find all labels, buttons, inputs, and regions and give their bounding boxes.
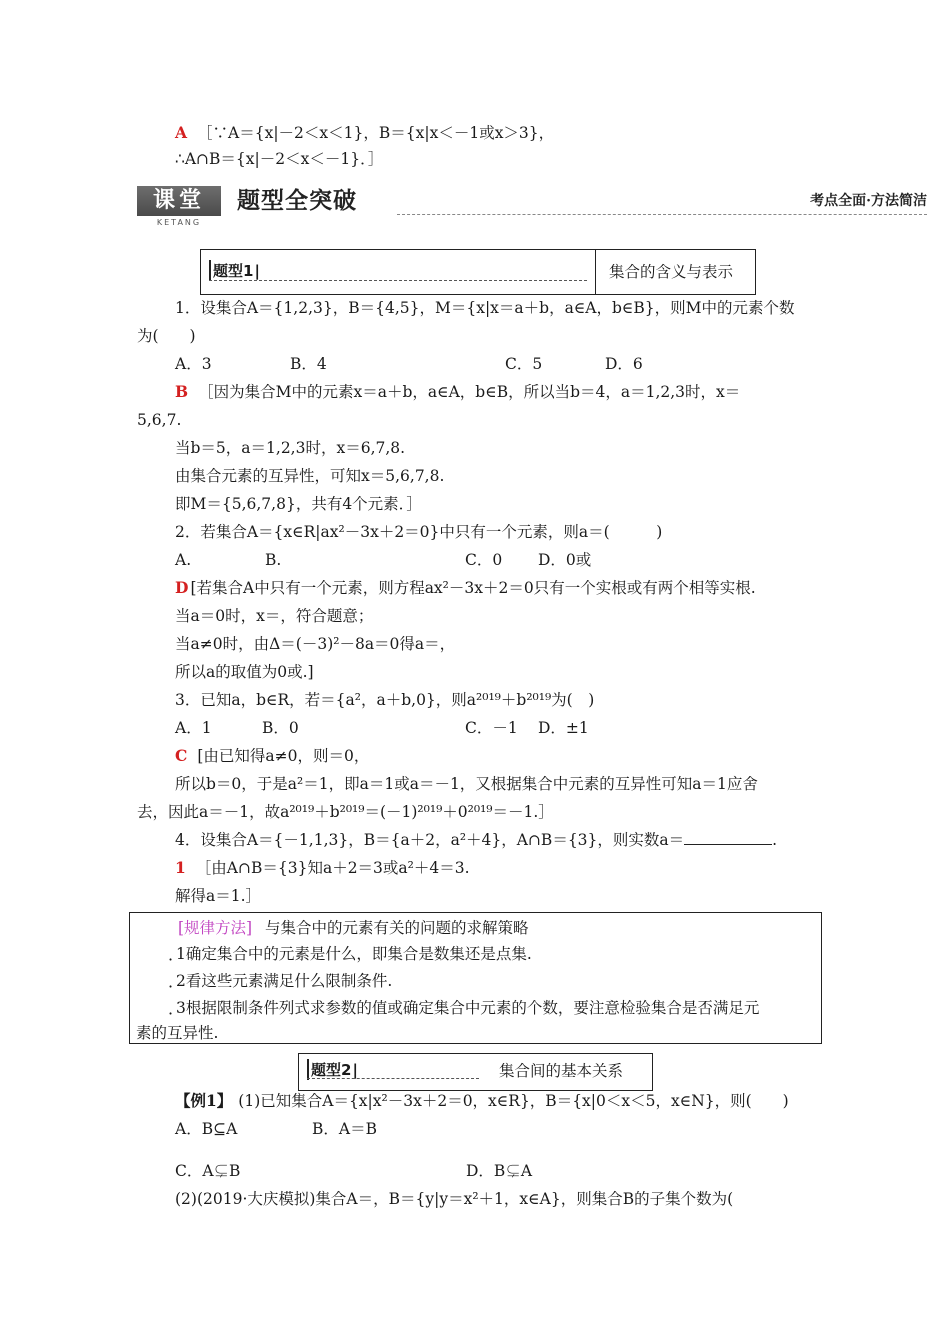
q1-option-b: B．4 — [290, 355, 327, 373]
q1-solution-1: B ［因为集合M中的元素x＝a＋b，a∈A，b∈B，所以当b＝4，a＝1,2,3时，x＝ — [175, 382, 741, 401]
example-1-part-2: (2)(2019·大庆模拟)集合A＝，B＝{y|y＝x²＋1，x∈A}，则集合B的子集个数为( — [175, 1190, 734, 1208]
banner-title: 题型全突破 — [237, 188, 357, 214]
q2-solution-1: D [若集合A中只有一个元素，则方程ax²－3x＋2＝0只有一个实根或有两个相等实根. — [175, 578, 756, 597]
q3-solution-2: 所以b＝0，于是a²＝1，即a＝1或a＝－1，又根据集合中元素的互异性可知a＝1应舍 — [175, 775, 758, 793]
q2-solution-2: 当a＝0时，x＝，符合题意； — [175, 607, 374, 625]
topic-dash — [209, 280, 587, 281]
q1-solution-4: 由集合元素的互异性，可知x＝5,6,7,8. — [175, 467, 445, 485]
banner-subtitle: KETANG — [156, 218, 202, 227]
q2-solution-4: 所以a的取值为0或.] — [175, 663, 314, 681]
ex1-option-a: A．B⊆A — [175, 1120, 238, 1138]
example-1-stem: 【例1】 (1)已知集合A＝{x|x²－3x＋2＝0，x∈R}，B＝{x|0＜x＜5，x∈N}，则( ) — [175, 1091, 789, 1110]
q1-answer: B — [175, 382, 189, 401]
banner-tag: 课堂 — [137, 186, 221, 216]
q1-solution-3: 当b＝5，a＝1,2,3时，x＝6,7,8. — [175, 439, 406, 457]
ex1-option-b: B．A＝B — [312, 1120, 377, 1138]
banner-tagline: 考点全面·方法简洁 — [800, 190, 927, 210]
top-answer-line-1: A ［∵A＝{x|－2＜x＜1}，B＝{x|x＜－1或x＞3}， — [175, 123, 555, 142]
q1-option-d: D．6 — [605, 355, 643, 373]
top-answer-line-2: ∴A∩B＝{x|－2＜x＜－1}．］ — [175, 150, 384, 168]
q3-stem: 3．已知a，b∈R，若＝{a²，a＋b,0}，则a²⁰¹⁹＋b²⁰¹⁹为( ) — [175, 691, 595, 709]
topic-label: 题型2 | — [307, 1059, 358, 1080]
q4-solution-1: 1 ［由A∩B＝{3}知a＋2＝3或a²＋4＝3. — [175, 858, 470, 877]
q3-option-c: C．－1 — [465, 719, 518, 737]
q1-stem: 1．设集合A＝{1,2,3}，B＝{4,5}，M＝{x|x＝a＋b，a∈A，b∈B}，则M中的元素个数 — [175, 299, 795, 317]
ex1-option-c: C．A⊊B — [175, 1162, 241, 1180]
answer-label: A — [175, 123, 188, 142]
method-item-1: · 1确定集合中的元素是什么，即集合是数集还是点集. — [176, 943, 532, 965]
method-item-3: · 3根据限制条件列式求参数的值或确定集合中元素的个数，要注意检验集合是否满足元 — [176, 997, 759, 1019]
q2-option-b: B. — [265, 551, 282, 569]
topic-dash — [307, 1078, 479, 1079]
q2-option-a: A. — [175, 551, 192, 569]
q4-stem: 4．设集合A＝{－1,1,3}，B＝{a＋2，a²＋4}，A∩B＝{3}，则实数a＝ . — [175, 831, 778, 849]
q1-solution-5: 即M＝{5,6,7,8}，共有4个元素．］ — [175, 495, 422, 513]
q3-solution-1: C [由已知得a≠0，则＝0， — [175, 746, 370, 765]
q1-option-a: A．3 — [175, 355, 212, 373]
q3-option-b: B．0 — [262, 719, 299, 737]
banner-divider — [397, 214, 927, 215]
q2-solution-3: 当a≠0时，由Δ＝(－3)²－8a＝0得a＝， — [175, 635, 456, 653]
q2-option-c: C．0 — [465, 551, 503, 569]
topic-name: 集合间的基本关系 — [499, 1062, 624, 1080]
method-box — [129, 912, 822, 1044]
method-heading — [142, 916, 529, 938]
section-banner — [137, 186, 927, 230]
q4-solution-2: 解得a＝1.］ — [175, 887, 262, 905]
answer-blank — [684, 830, 772, 845]
ex1-option-d: D．B⊊A — [466, 1162, 533, 1180]
q2-stem: 2．若集合A＝{x∈R|ax²－3x＋2＝0}中只有一个元素，则a＝( ) — [175, 523, 663, 541]
q1-solution-2: 5,6,7. — [137, 411, 182, 429]
q3-answer: C — [175, 746, 188, 765]
topic-box-1 — [200, 249, 756, 295]
topic-label: 题型1 | — [209, 260, 260, 281]
example-label: 【例1】 — [175, 1091, 233, 1110]
q3-option-d: D．±1 — [538, 719, 589, 737]
method-item-3-cont: 素的互异性. — [136, 1024, 219, 1042]
q2-answer: D — [175, 578, 189, 597]
topic-name: 集合的含义与表示 — [609, 263, 734, 281]
q1-stem-cont: 为( ) — [137, 327, 196, 345]
q1-option-c: C．5 — [505, 355, 543, 373]
method-tag: [规律方法] — [178, 919, 253, 937]
method-title: 与集合中的元素有关的问题的求解策略 — [265, 919, 529, 937]
q2-option-d: D．0或 — [538, 551, 592, 569]
topic-box-2 — [298, 1053, 653, 1091]
topic-divider — [595, 250, 596, 294]
method-item-2: · 2看这些元素满足什么限制条件. — [176, 970, 392, 992]
q3-solution-3: 去，因此a＝－1，故a²⁰¹⁹＋b²⁰¹⁹＝(－1)²⁰¹⁹＋0²⁰¹⁹＝－1.］ — [137, 803, 554, 821]
q3-option-a: A．1 — [175, 719, 212, 737]
q4-answer: 1 — [175, 858, 186, 877]
